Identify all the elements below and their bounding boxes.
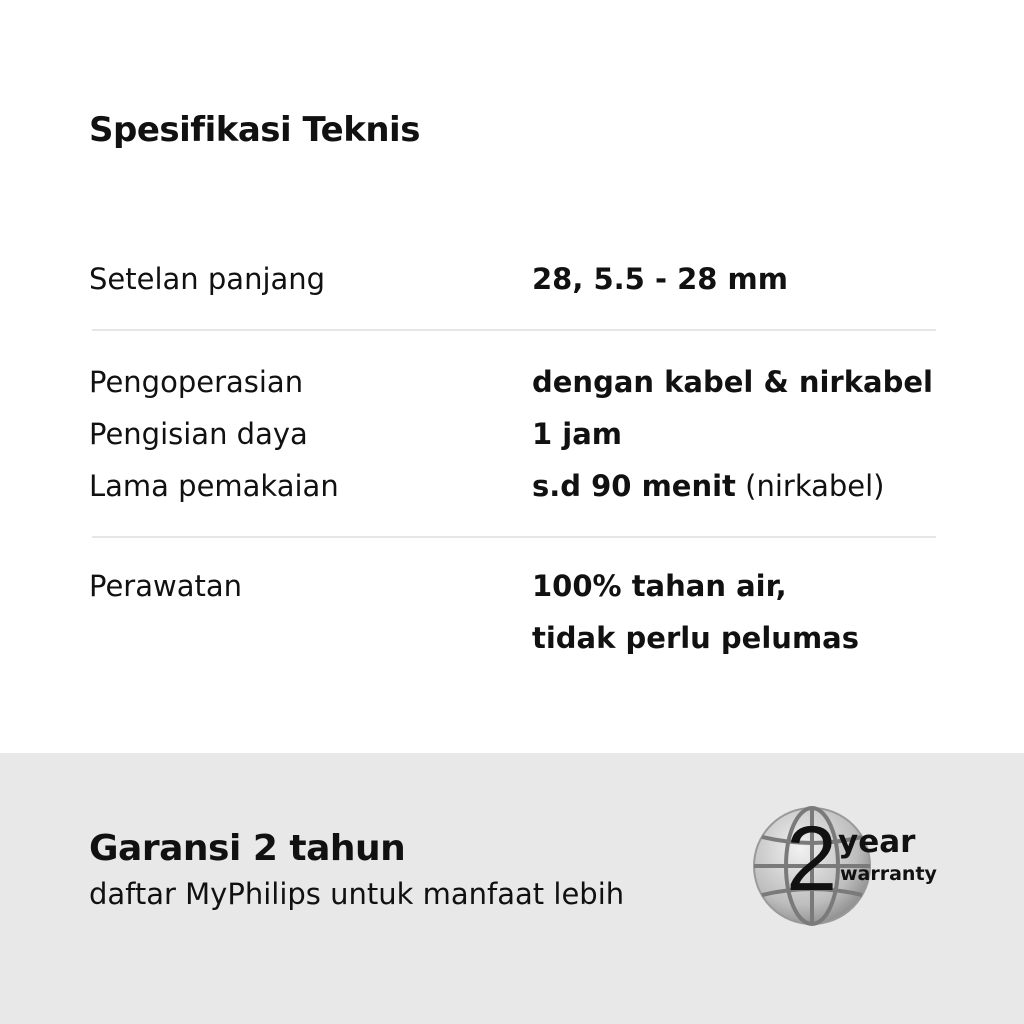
warranty-badge — [752, 805, 942, 927]
badge-year: year — [838, 824, 916, 860]
badge-warranty: warranty — [840, 863, 937, 885]
spec-row — [89, 365, 936, 417]
spec-label: Lama pemakaian — [89, 469, 339, 503]
spec-value-note: (nirkabel) — [735, 469, 885, 503]
spec-row — [89, 469, 936, 521]
spec-value — [532, 469, 885, 503]
spec-group-operation — [89, 365, 936, 521]
spec-value: dengan kabel & nirkabel — [532, 365, 933, 399]
spec-row — [89, 417, 936, 469]
spec-value: tidak perlu pelumas — [532, 621, 859, 655]
spec-row — [89, 262, 936, 314]
spec-value-main: s.d 90 menit — [532, 469, 736, 503]
badge-number: 2 — [786, 808, 838, 910]
spec-label: Pengoperasian — [89, 365, 304, 399]
warranty-subtitle: daftar MyPhilips untuk manfaat lebih — [89, 877, 625, 911]
spec-group-care — [89, 569, 936, 673]
spec-row — [89, 569, 936, 621]
divider — [92, 536, 936, 538]
spec-row — [89, 621, 936, 673]
spec-group-length — [89, 262, 936, 314]
divider — [92, 329, 936, 331]
page-title: Spesifikasi Teknis — [89, 110, 420, 150]
spec-value: 28, 5.5 - 28 mm — [532, 262, 788, 296]
spec-label: Pengisian daya — [89, 417, 308, 451]
warranty-banner — [0, 753, 1024, 1024]
warranty-title: Garansi 2 tahun — [89, 828, 406, 869]
spec-value: 1 jam — [532, 417, 623, 451]
spec-label: Setelan panjang — [89, 262, 326, 296]
spec-value: 100% tahan air, — [532, 569, 787, 603]
spec-label: Perawatan — [89, 569, 243, 603]
